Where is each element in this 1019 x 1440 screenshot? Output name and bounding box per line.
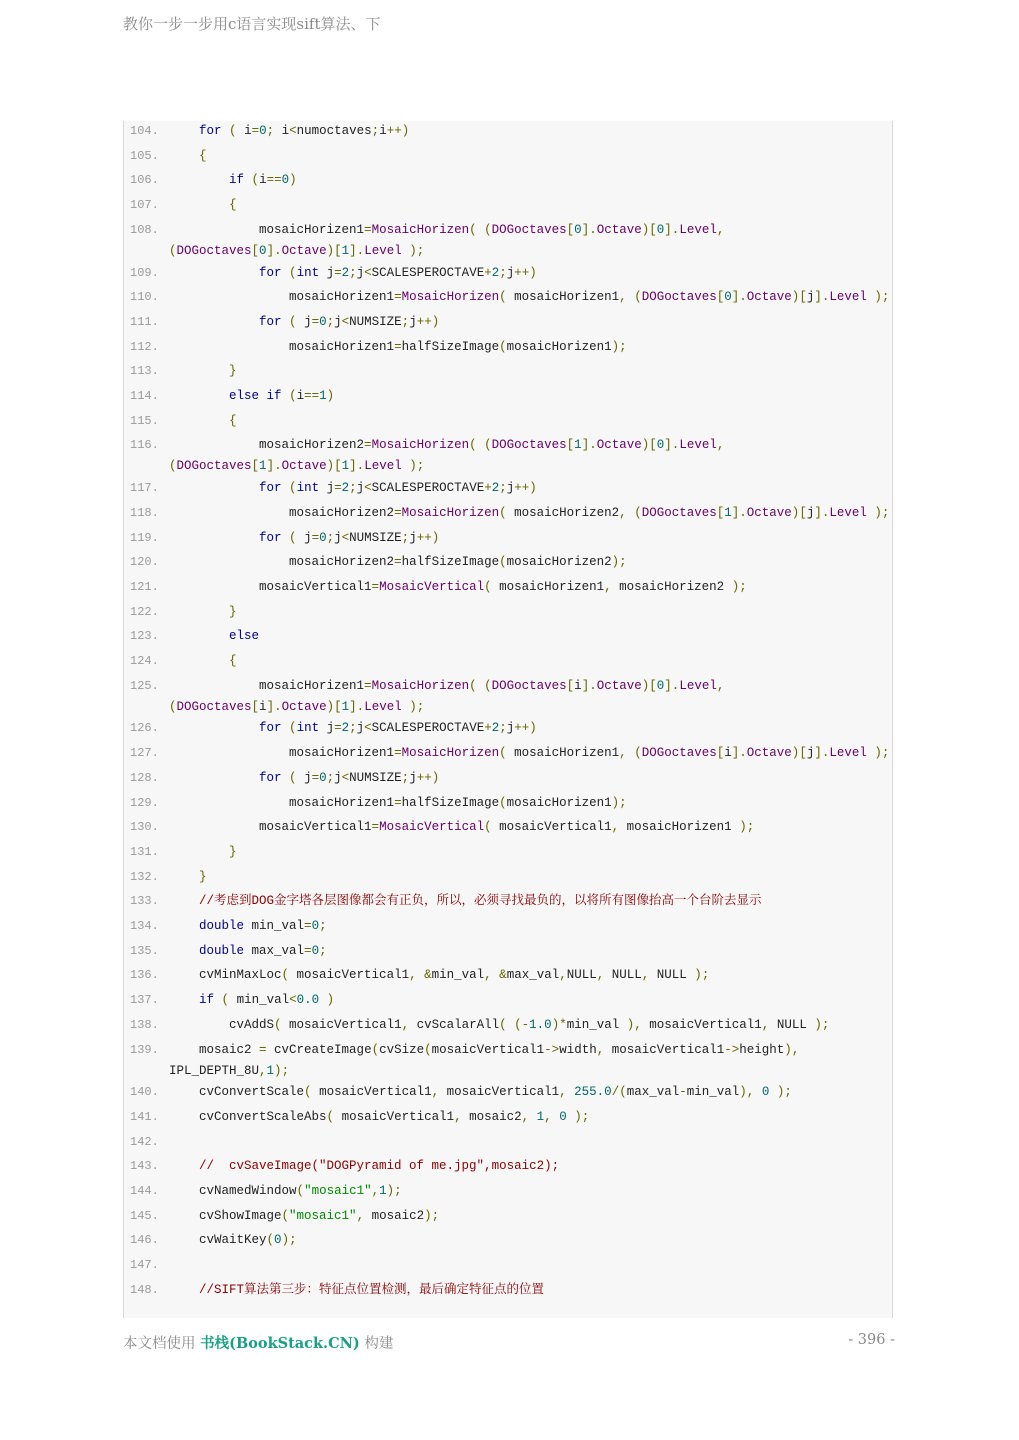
code-text: cvMinMaxLoc( mosaicVertical1, &min_val, &max_val,NULL, NULL, NULL ); [169,968,710,983]
code-line [124,337,892,358]
line-number: 144. [130,1184,159,1198]
code-line [124,1082,892,1103]
line-number: 116. [130,438,159,453]
line-number: 118. [130,505,159,520]
line-number: 113. [130,364,159,379]
code-text: mosaicVertical1=MosaicVertical( mosaicVertical1, mosaicHorizen1 ); [169,820,755,835]
footer-prefix: 本文档使用 [123,1336,201,1352]
code-line [124,651,892,672]
line-number: 107. [130,198,159,213]
code-line [124,361,892,382]
line-number: 132. [130,869,159,884]
line-number: 105. [130,148,159,163]
code-line [124,602,892,623]
line-number: 108. [130,222,159,237]
code-text: if ( min_val<0.0 ) [199,993,335,1008]
line-number: 135. [130,943,159,958]
line-number: 134. [130,919,159,933]
code-text: mosaicVertical1=MosaicVertical( mosaicHorizen1, mosaicHorizen2 ); [169,579,747,594]
line-number: 140. [130,1085,159,1100]
line-number: 137. [130,993,159,1008]
code-text: cvShowImage("mosaic1", mosaic2); [169,1208,440,1223]
code-text: { [229,413,237,428]
code-text: { [229,654,237,668]
line-number: 111. [130,314,159,329]
code-text: //考虑到DOG金字塔各层图像都会有正负，所以，必须寻找最负的，以将所有图像抬高一个台阶去显示 [199,894,762,909]
line-number: 130. [130,820,159,835]
code-line [124,1015,892,1036]
line-number: 146. [130,1233,159,1248]
code-line [124,941,892,962]
code-line [124,435,892,477]
code-line [124,965,892,986]
code-line [124,170,892,191]
code-line [124,528,892,549]
code-line [124,552,892,573]
code-line [124,1040,892,1082]
code-text: mosaicHorizen2=halfSizeImage(mosaicHorizen2); [169,555,627,570]
code-line [124,411,892,432]
code-text: else [229,629,260,644]
line-number: 148. [130,1282,159,1297]
page-footer-credit [123,1332,393,1353]
line-number: 125. [130,678,159,693]
page-number: - 396 - [848,1332,895,1348]
line-number: 136. [130,968,159,983]
code-text: mosaicHorizen2=MosaicHorizen( mosaicHorizen2, (DOGoctaves[1].Octave)[j].Level ); [169,505,890,520]
code-text: { [199,148,207,163]
line-number: 123. [130,629,159,644]
code-line [124,195,892,216]
code-line [124,891,892,912]
code-line [124,478,892,499]
code-line [124,146,892,167]
footer-brand-link[interactable]: 书栈(BookStack.CN) [200,1335,360,1352]
line-number: 141. [130,1109,159,1124]
code-line [124,1280,892,1301]
code-line [124,220,892,262]
code-line [124,1107,892,1128]
code-line [124,386,892,407]
line-number: 106. [130,173,159,188]
line-number: 109. [130,265,159,280]
code-text: } [229,364,237,379]
line-number: 128. [130,770,159,785]
code-text: cvNamedWindow("mosaic1",1); [169,1184,402,1198]
code-line [124,676,892,718]
code-text: } [229,844,237,859]
code-line [124,1230,892,1251]
line-number: 126. [130,721,159,736]
line-number: 104. [130,124,159,138]
line-number: 138. [130,1017,159,1032]
line-number: 129. [130,795,159,810]
code-text: mosaicHorizen1=MosaicHorizen( (DOGoctaves[i].Octave)[0].Level, (DOGoctaves[i].Octave)[1].Level ); [169,678,725,714]
code-text: else if (i==1) [229,389,335,403]
code-line [124,577,892,598]
line-number: 112. [130,339,159,354]
code-text: cvWaitKey(0); [169,1233,297,1248]
line-number: 120. [130,555,159,570]
code-text: mosaicHorizen1=MosaicHorizen( (DOGoctaves[0].Octave)[0].Level, (DOGoctaves[0].Octave)[1].Level ); [169,222,725,258]
code-text: } [199,869,207,884]
code-text: for (int j=2;j<SCALESPEROCTAVE+2;j++) [259,721,537,736]
line-number: 147. [130,1258,159,1273]
code-text: for (int j=2;j<SCALESPEROCTAVE+2;j++) [259,481,537,496]
page-header-title: 教你一步一步用c语言实现sift算法、下 [123,15,381,33]
code-text: { [229,198,237,213]
code-text: for ( j=0;j<NUMSIZE;j++) [259,530,440,545]
code-line [124,793,892,814]
code-line [124,626,892,647]
line-number: 124. [130,654,159,668]
code-text: cvAddS( mosaicVertical1, cvScalarAll( (-1.0)*min_val ), mosaicVertical1, NULL ); [169,1017,830,1032]
code-text: cvConvertScaleAbs( mosaicVertical1, mosaic2, 1, 0 ); [169,1109,590,1124]
line-number: 115. [130,413,159,428]
code-line [124,842,892,863]
code-line [124,121,892,142]
line-number: 119. [130,530,159,545]
code-line [124,743,892,764]
code-line [124,1181,892,1202]
line-number: 133. [130,894,159,909]
code-line [124,263,892,284]
code-line [124,1156,892,1177]
line-number: 117. [130,481,159,496]
code-text: //SIFT算法第三步：特征点位置检测，最后确定特征点的位置 [199,1282,545,1297]
code-text: mosaicHorizen1=halfSizeImage(mosaicHorizen1); [169,795,627,810]
code-text: double max_val=0; [199,943,327,958]
line-number: 143. [130,1159,159,1174]
line-number: 121. [130,579,159,594]
code-line [124,916,892,937]
code-block [123,121,893,1318]
code-text: mosaicHorizen2=MosaicHorizen( (DOGoctaves[1].Octave)[0].Level, (DOGoctaves[1].Octave)[1].Level ); [169,438,725,474]
code-line [124,990,892,1011]
code-line [124,768,892,789]
code-text: cvConvertScale( mosaicVertical1, mosaicVertical1, 255.0/(max_val-min_val), 0 ); [169,1085,792,1100]
code-line [124,817,892,838]
code-line [124,718,892,739]
line-number: 114. [130,389,159,403]
line-number: 145. [130,1208,159,1223]
code-text: if (i==0) [229,173,297,188]
code-text: for ( i=0; i<numoctaves;i++) [199,124,410,138]
line-number: 122. [130,604,159,619]
code-text: mosaicHorizen1=MosaicHorizen( mosaicHorizen1, (DOGoctaves[0].Octave)[j].Level ); [169,290,890,305]
code-line [124,1206,892,1227]
footer-suffix: 构建 [359,1336,394,1352]
code-line [124,867,892,888]
line-number: 142. [130,1134,159,1149]
line-number: 131. [130,844,159,859]
code-text: mosaic2 = cvCreateImage(cvSize(mosaicVertical1->width, mosaicVertical1->height), IPL_DEPTH_8U,1); [169,1042,800,1078]
line-number: 110. [130,290,159,305]
code-text: for ( j=0;j<NUMSIZE;j++) [259,770,440,785]
code-line [124,503,892,524]
code-text: mosaicHorizen1=halfSizeImage(mosaicHorizen1); [169,339,627,354]
code-text: } [229,604,237,619]
code-text: // cvSaveImage("DOGPyramid of me.jpg",mosaic2); [199,1159,560,1174]
line-number: 127. [130,746,159,761]
code-text: for ( j=0;j<NUMSIZE;j++) [259,314,440,329]
code-text: double min_val=0; [199,919,327,933]
code-line [124,312,892,333]
code-line [124,287,892,308]
code-text: mosaicHorizen1=MosaicHorizen( mosaicHorizen1, (DOGoctaves[i].Octave)[j].Level ); [169,746,890,761]
line-number: 139. [130,1042,159,1057]
code-text: for (int j=2;j<SCALESPEROCTAVE+2;j++) [259,265,537,280]
